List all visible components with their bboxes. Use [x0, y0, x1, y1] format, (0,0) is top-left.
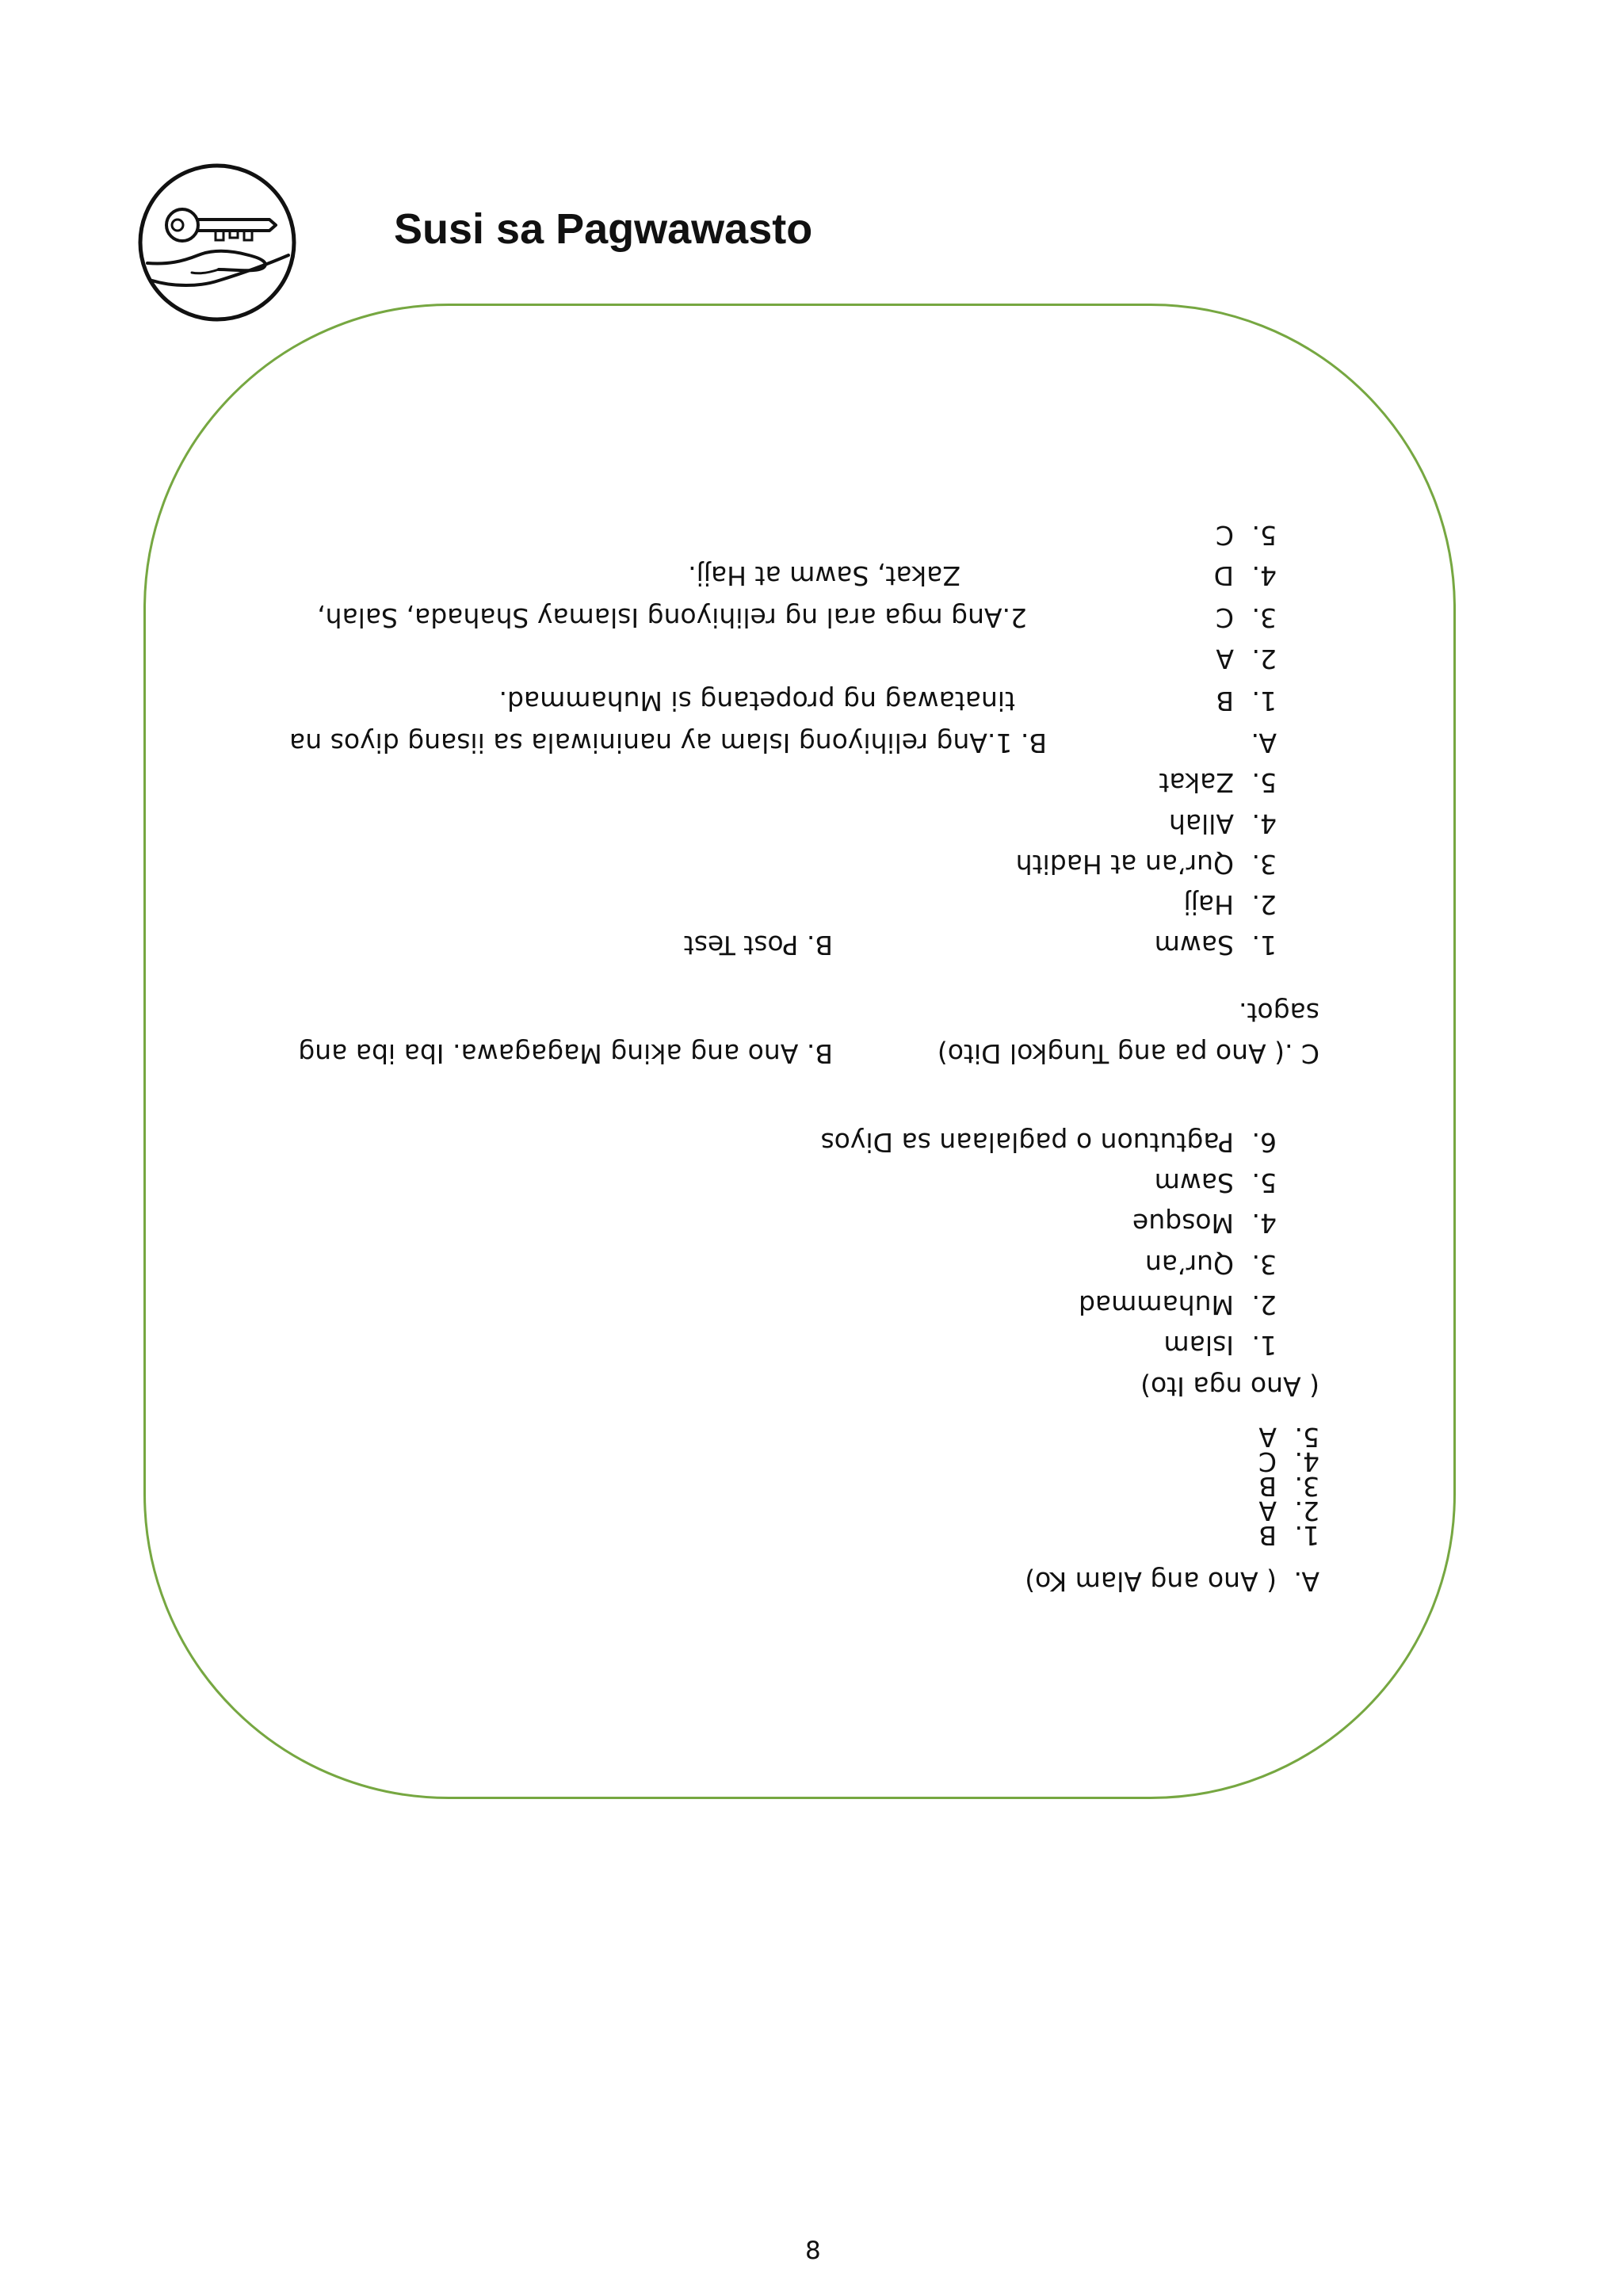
item-text: Sawm	[1154, 1167, 1234, 1198]
item-number: 4.	[1251, 808, 1277, 839]
item-text: A	[1216, 644, 1234, 674]
item-number: 1.	[1251, 930, 1277, 961]
item-number: 3.	[1294, 1471, 1319, 1502]
item-number: 5.	[1294, 1422, 1319, 1453]
item-text: D	[1213, 560, 1234, 591]
item-number: 2.	[1294, 1496, 1319, 1526]
item-text: B	[1216, 686, 1234, 716]
item-number: 1.	[1294, 1520, 1319, 1551]
item-number: 3.	[1251, 849, 1277, 880]
item-text: A	[1258, 1496, 1277, 1526]
post-test-a-label: A.	[1251, 728, 1277, 758]
item-text: Islam	[1163, 1330, 1234, 1361]
item-number: 1.	[1251, 1330, 1277, 1361]
essay-line: tinatawag ng propetang si Muhammad.	[498, 686, 1015, 716]
key-in-hand-icon	[136, 162, 298, 323]
section-c-heading: C .( Ano pa ang Tungkol Dito)	[937, 1038, 1319, 1069]
post-test-label: B. Post Test	[683, 930, 833, 961]
item-number: A.	[1293, 1566, 1319, 1597]
item-text: ( Ano ang Alam Ko)	[1025, 1566, 1277, 1597]
item-number: 2.	[1251, 1289, 1277, 1320]
item-number: 3.	[1251, 1249, 1277, 1280]
item-number: 5.	[1251, 520, 1277, 551]
essay-line: 2.Ang mga aral ng relihiyong Islamay Shahada, Salah,	[317, 602, 1027, 633]
answer-key-box	[143, 304, 1456, 1799]
item-number: 2.	[1251, 644, 1277, 674]
item-text: B	[1258, 1520, 1277, 1551]
page-number: 8	[805, 2237, 821, 2265]
item-text: Hajj	[1183, 889, 1234, 920]
essay-line: Zakat, Sawm at Hajj.	[688, 560, 960, 591]
item-text: Zakat	[1159, 767, 1234, 798]
item-number: 2.	[1251, 889, 1277, 920]
item-number: 6.	[1251, 1127, 1277, 1158]
item-number: 5.	[1251, 1167, 1277, 1198]
item-text: C	[1215, 602, 1234, 633]
item-text: Qur’an	[1144, 1249, 1234, 1280]
item-text: Pagtutuon o paglalaan sa Diyos	[820, 1127, 1234, 1158]
item-text: Sawm	[1154, 930, 1234, 961]
item-number: 4.	[1251, 560, 1277, 591]
item-text: Allah	[1168, 808, 1234, 839]
item-text: Muhammad	[1079, 1289, 1234, 1320]
section-b-heading: ( Ano nga Ito)	[1140, 1371, 1319, 1402]
item-number: 1.	[1251, 686, 1277, 716]
essay-line: B. 1.Ang relihiyong Islam ay naniniwala sa iisang diyos na	[289, 728, 1047, 758]
item-text: B	[1258, 1471, 1277, 1502]
item-text: C	[1215, 520, 1234, 551]
item-text: Qur’an at Hadith	[1015, 849, 1234, 880]
section-magagawa-text: sagot.	[1239, 997, 1319, 1028]
item-number: 4.	[1251, 1208, 1277, 1239]
item-number: 4.	[1294, 1446, 1319, 1477]
item-number: 3.	[1251, 602, 1277, 633]
page-title: Susi sa Pagwawasto	[394, 205, 813, 253]
section-magagawa-heading: B. Ano ang aking Magagawa. Iba iba ang	[298, 1038, 833, 1069]
item-text: Mosque	[1132, 1208, 1234, 1239]
item-number: 5.	[1251, 767, 1277, 798]
item-text: A	[1258, 1422, 1277, 1453]
item-text: C	[1258, 1446, 1277, 1477]
